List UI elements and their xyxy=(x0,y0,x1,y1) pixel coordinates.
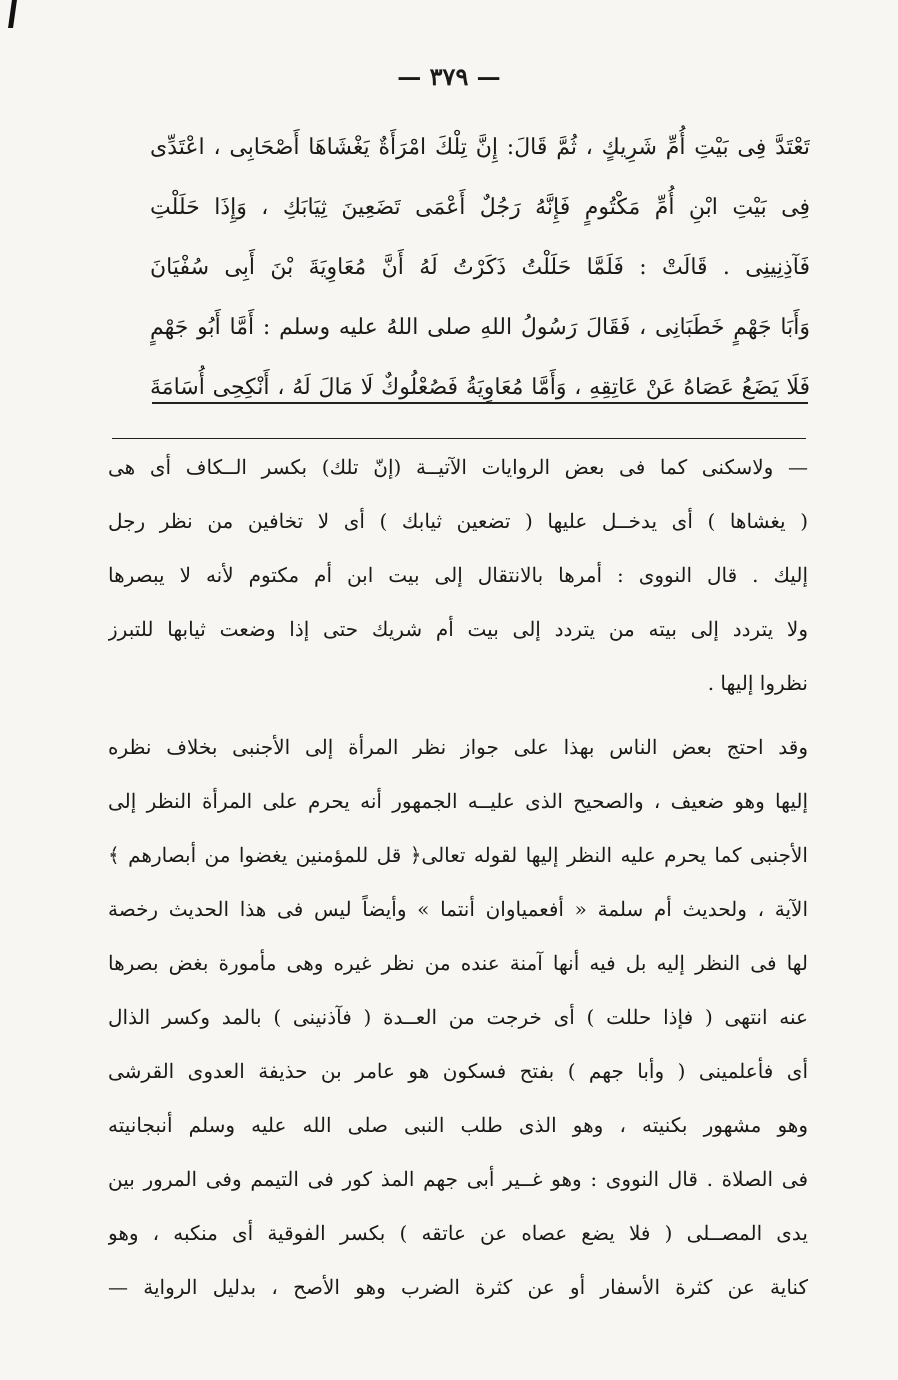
commentary-line: وهو مشهور بكنيته ، وهو الذى طلب النبى صلى الله عليه وسلم أنبجانيته xyxy=(108,1113,808,1137)
commentary-divider xyxy=(112,438,806,439)
corner-mark xyxy=(8,0,17,28)
hadith-line: فِى بَيْتِ ابْنِ أُمِّ مَكْتُومٍ فَإِنَّهُ رَجُلٌ أَعْمَى تَضَعِينَ ثِيَابَكِ ، وَإِذَا حَلَلْتِ xyxy=(150,195,810,220)
commentary-line: الآية ، ولحديث أم سلمة « أفعمياوان أنتما » وأيضاً ليس فى هذا الحديث رخصة xyxy=(108,897,808,921)
commentary-line: يدى المصــلى ( فلا يضع عصاه عن عاتقه ) بكسر الفوقية أى منكبه ، وهو xyxy=(108,1221,808,1245)
commentary-line: كناية عن كثرة الأسفار أو عن كثرة الضرب وهو الأصح ، بدليل الرواية — xyxy=(108,1275,808,1299)
hadith-line: فَلَا يَضَعُ عَصَاهُ عَنْ عَاتِقِهِ ، وَأَمَّا مُعَاوِيَةُ فَصُعْلُوكٌ لَا مَالَ لَهُ ، أَنْكِحِى أُسَامَةَ xyxy=(150,375,810,400)
page-number: — ٣٧٩ — xyxy=(397,62,501,91)
commentary-line: وقد احتج بعض الناس بهذا على جواز نظر المرأة إلى الأجنبى بخلاف نظره xyxy=(108,735,808,759)
commentary-line: عنه انتهى ( فإذا حللت ) أى خرجت من العــدة ( فآذنينى ) بالمد وكسر الذال xyxy=(108,1005,808,1029)
hadith-text xyxy=(150,118,810,418)
commentary-line: ولا يتردد إلى بيته من يتردد إلى بيت أم شريك حتى إذا وضعت ثيابها للتبرز xyxy=(108,617,808,641)
hadith-line: فَآذِنِينِى . قَالَتْ : فَلَمَّا حَلَلْتُ ذَكَرْتُ لَهُ أَنَّ مُعَاوِيَةَ بْنَ أَبِى سُفْيَانَ xyxy=(150,255,810,280)
hadith-underline xyxy=(152,402,808,404)
commentary-line: ( يغشاها ) أى يدخــل عليها ( تضعين ثيابك ) أى لا تخافين من نظر رجل xyxy=(108,509,808,533)
commentary-line: لها فى النظر إليه بل فيه أنها آمنة عنده من نظر غيره وهى مأمورة بغض بصرها xyxy=(108,951,808,975)
commentary-line: نظروا إليها . xyxy=(707,671,808,695)
commentary-line: فى الصلاة . قال النووى : وهو غــير أبى جهم المذ كور فى التيمم وفى المرور بين xyxy=(108,1167,808,1191)
hadith-line: وَأَبَا جَهْمٍ خَطَبَانِى ، فَقَالَ رَسُولُ اللهِ صلى اللهُ عليه وسلم : أَمَّا أَبُو جَهْمٍ xyxy=(150,315,810,340)
commentary-text xyxy=(108,440,808,1314)
commentary-line: إليها وهو ضعيف ، والصحيح الذى عليــه الجمهور أنه يحرم على المرأة النظر إلى xyxy=(108,789,808,813)
paragraph-gap xyxy=(108,710,808,720)
commentary-line: — ولاسكنى كما فى بعض الروايات الآتيــة (إنّ تلك) بكسر الــكاف أى هى xyxy=(108,455,808,479)
hadith-line: تَعْتَدَّ فِى بَيْتِ أُمِّ شَرِيكٍ ، ثُمَّ قَالَ: إِنَّ تِلْكَ امْرَأَةٌ يَغْشَاهَا أَصْحَابِى ، اعْتَدِّى xyxy=(150,135,810,160)
commentary-line: الأجنبى كما يحرم عليه النظر إليها لقوله تعالى﴿ قل للمؤمنين يغضوا من أبصارهم ﴾ xyxy=(108,843,808,867)
commentary-line: أى فأعلمينى ( وأبا جهم ) بفتح فسكون هو عامر بن حذيفة العدوى القرشى xyxy=(108,1059,808,1083)
commentary-line: إليك . قال النووى : أمرها بالانتقال إلى بيت ابن أم مكتوم لأنه لا يبصرها xyxy=(108,563,808,587)
